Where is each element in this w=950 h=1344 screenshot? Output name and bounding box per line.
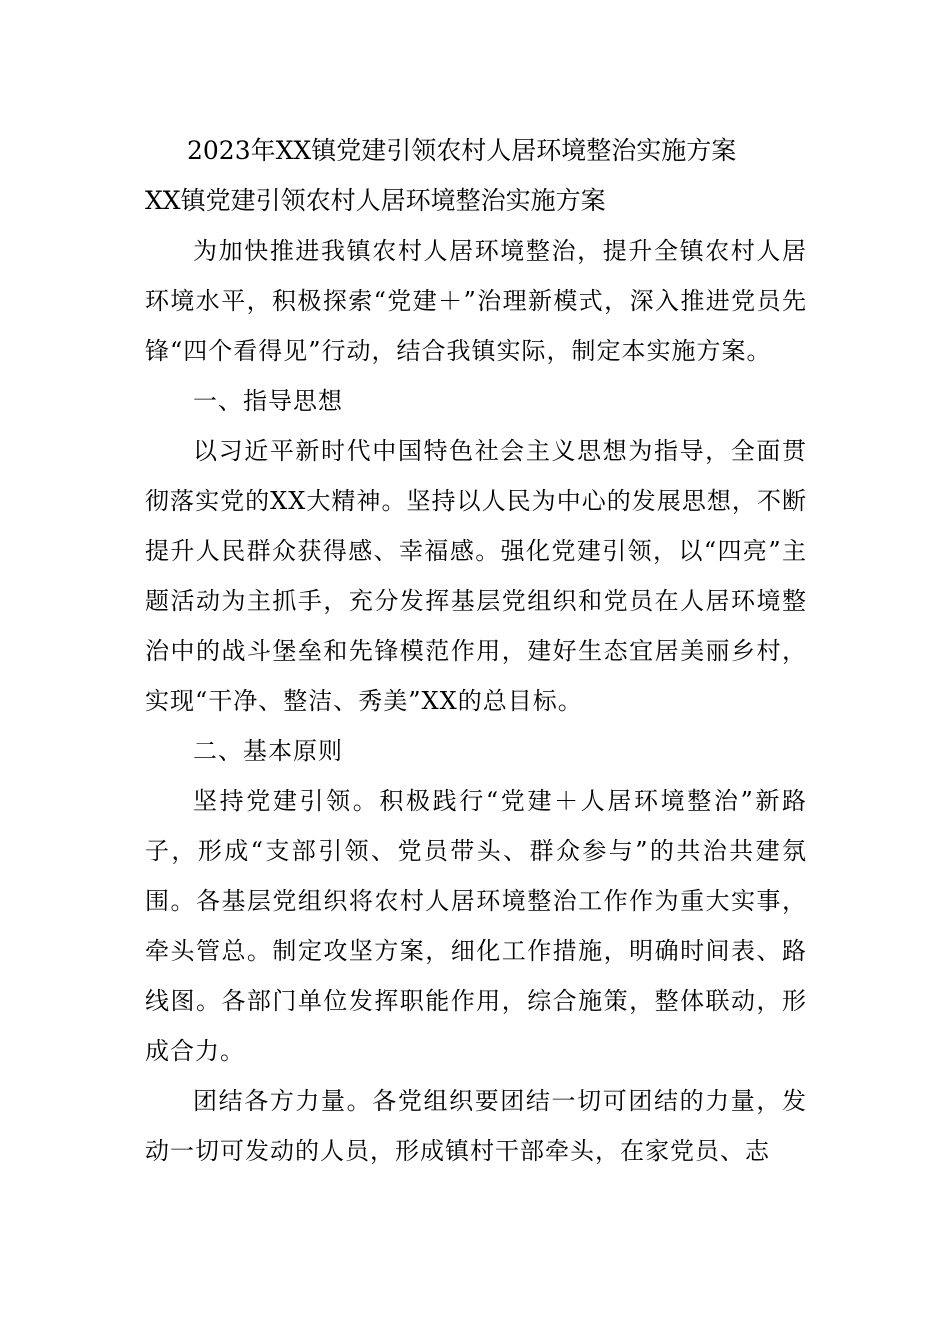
section-heading-guiding-thought: 一、指导思想: [193, 387, 343, 415]
principle-unite-forces-paragraph: 团结各方力量。各党组织要团结一切可团结的力量，发动一切可发动的人员，形成镇村干部牵头，在家党员、志: [145, 1087, 807, 1165]
intro-paragraph: 为加快推进我镇农村人居环境整治，提升全镇农村人居环境水平，积极探索“党建＋”治理新模式，深入推进党员先锋“四个看得见”行动，结合我镇实际，制定本实施方案。: [145, 237, 807, 365]
document-title: 2023年XX镇党建引领农村人居环境整治实施方案: [187, 136, 737, 165]
document-subtitle: XX镇党建引领农村人居环境整治实施方案: [145, 186, 606, 215]
principle-party-leadership-paragraph: 坚持党建引领。积极践行“党建＋人居环境整治”新路子，形成“支部引领、党员带头、群众参与”的共治共建氛围。各基层党组织将农村人居环境整治工作作为重大实事，牵头管总。制定攻坚方案，细化工作措施，明确时间表、路线图。各部门单位发挥职能作用，综合施策，整体联动，形成合力。: [145, 787, 807, 1065]
document-body: [145, 126, 807, 1176]
section-heading-basic-principles: 二、基本原则: [193, 737, 343, 765]
guiding-thought-paragraph: 以习近平新时代中国特色社会主义思想为指导，全面贯彻落实党的XX大精神。坚持以人民为中心的发展思想，不断提升人民群众获得感、幸福感。强化党建引领，以“四亮”主题活动为主抓手，充分发挥基层党组织和党员在人居环境整治中的战斗堡垒和先锋模范作用，建好生态宜居美丽乡村，实现“干净、整洁、秀美”XX的总目标。: [145, 437, 807, 715]
